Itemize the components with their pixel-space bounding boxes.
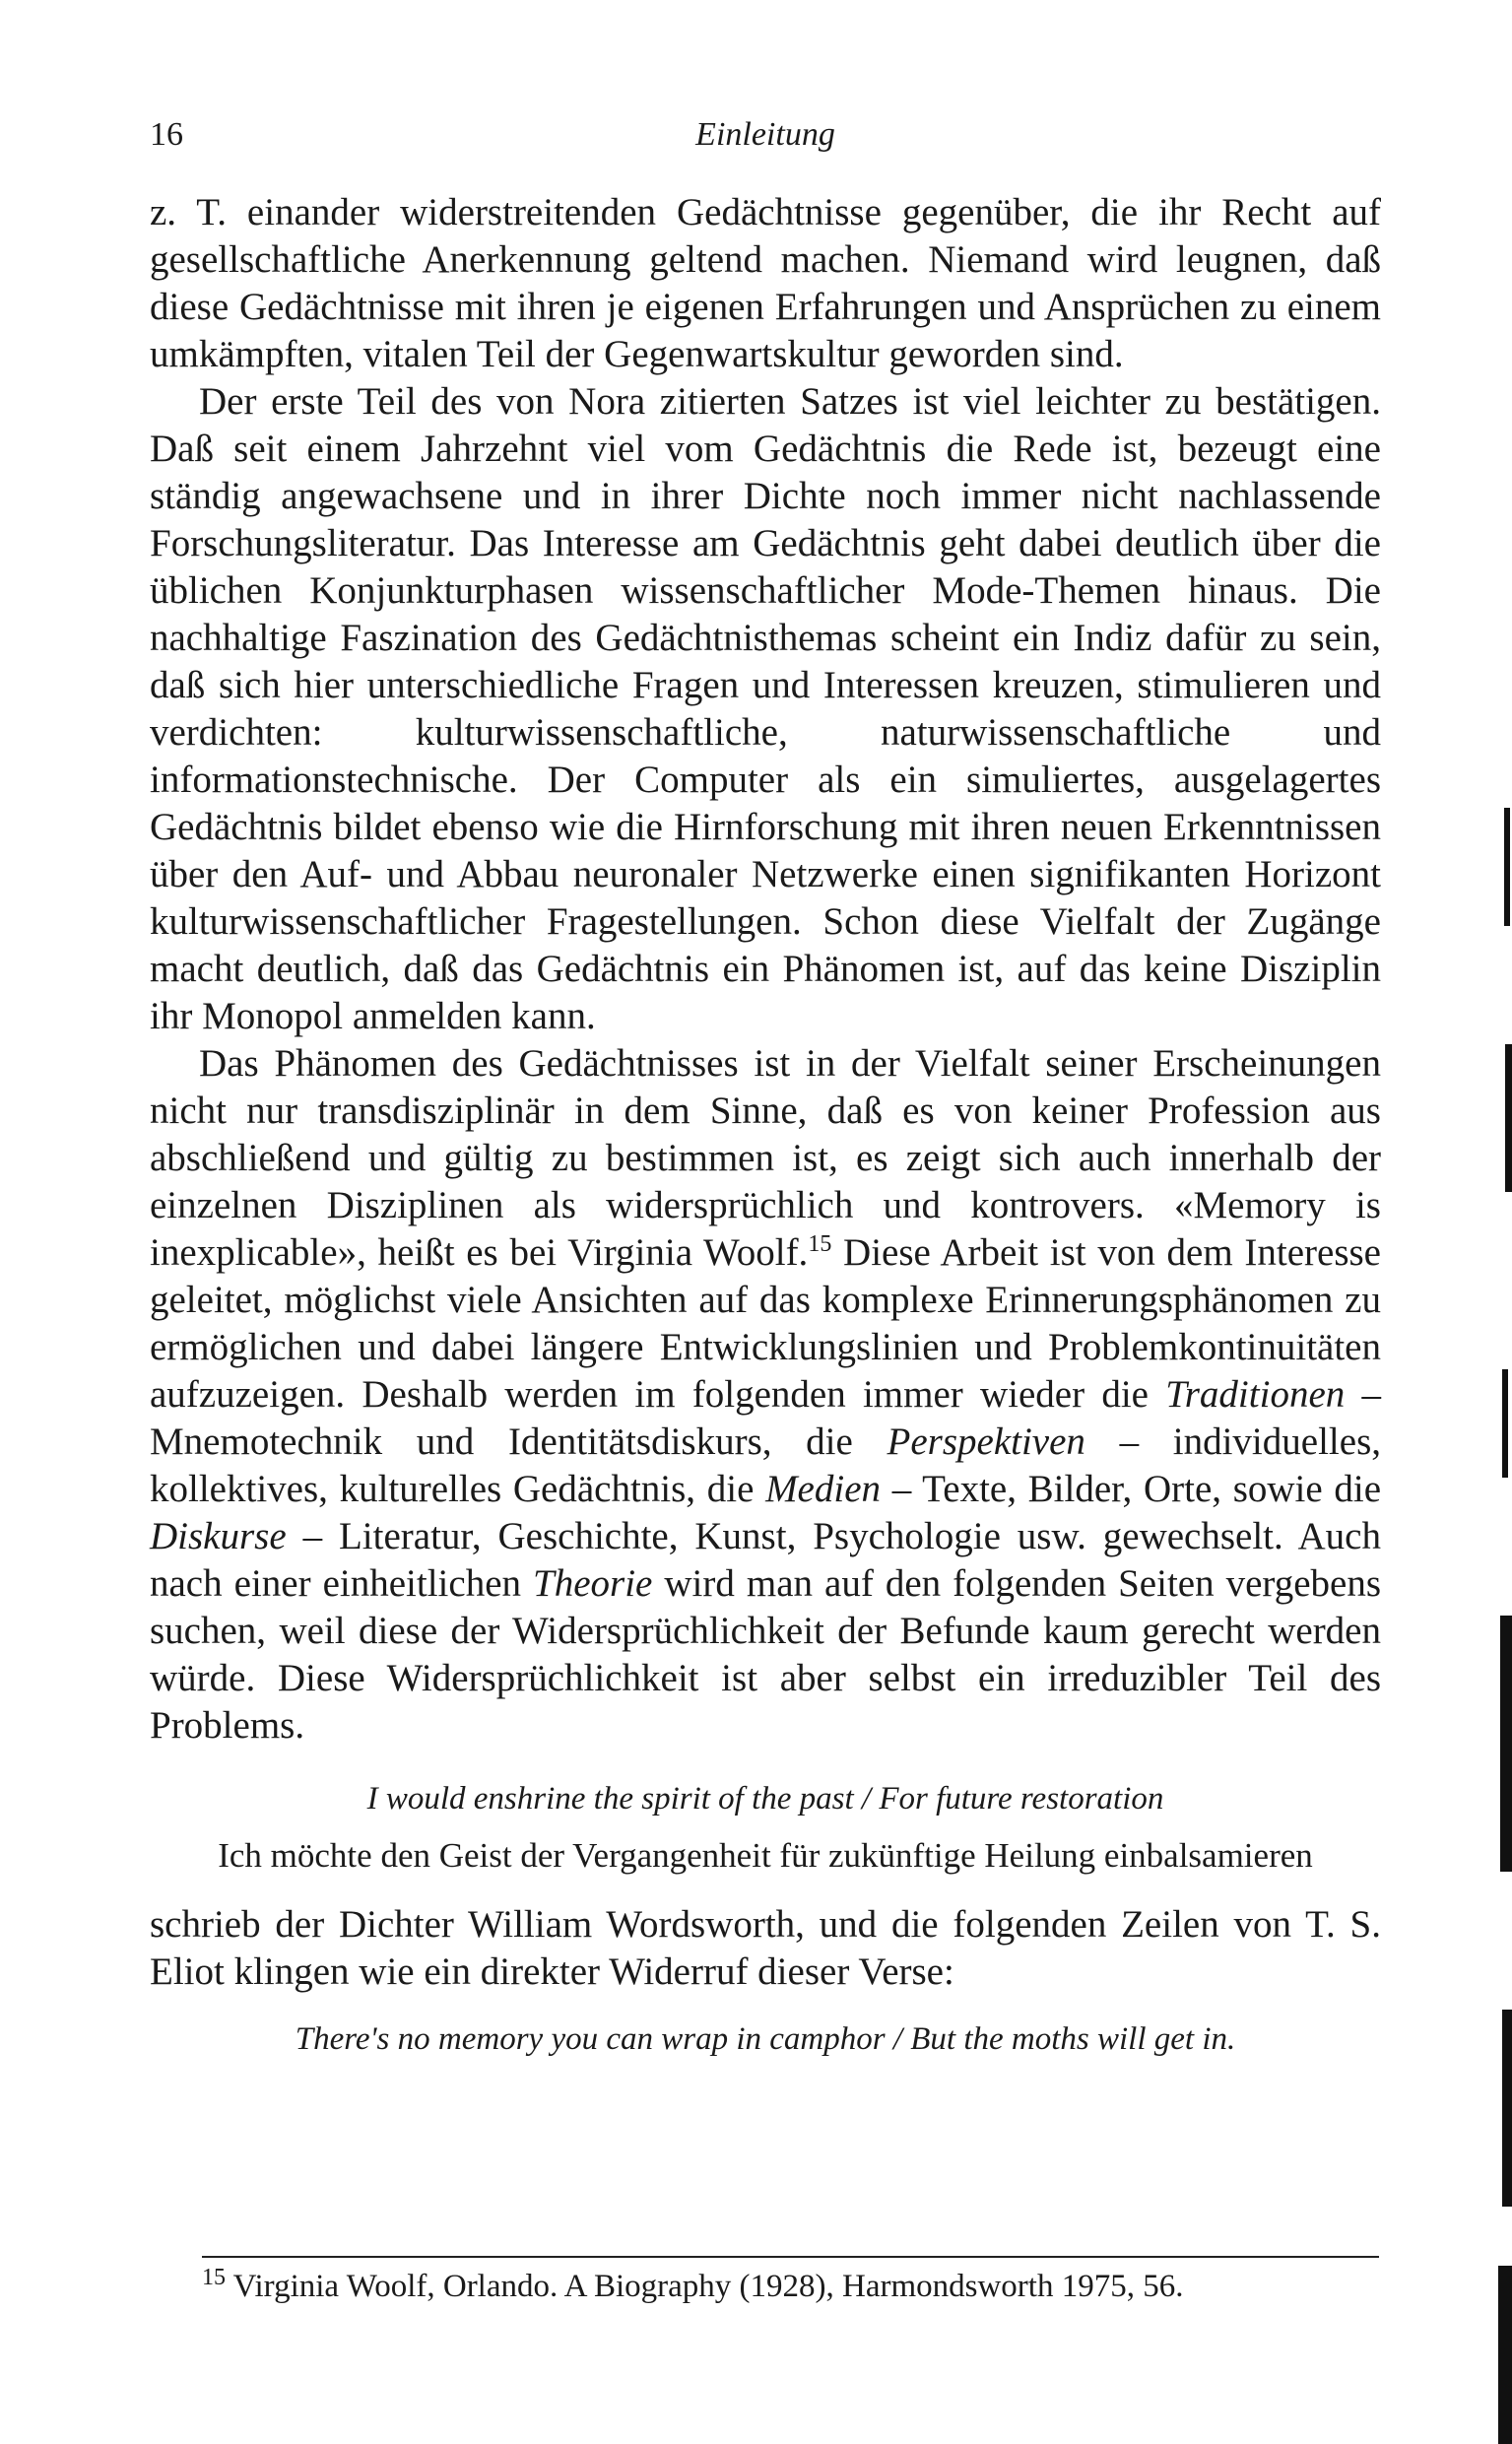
term-diskurse: Diskurse	[150, 1515, 287, 1557]
paragraph-3-part-g: wird man auf den folgenden Seiten vergebens suchen, weil diese der Widersprüchlichkeit der Befunde kaum gerecht werden würde. Diese Widersprüchlichkeit ist aber selbst ein irreduzibler Teil des Problems.	[150, 1562, 1382, 1747]
term-traditionen: Traditionen	[1165, 1373, 1346, 1416]
paragraph-3-part-a: Das Phänomen des Gedächtnisses ist in der Vielfalt seiner Erscheinungen nicht nur transdisziplinär in dem Sinne, daß es von keiner Profession aus abschließend und gültig zu bestimmen ist, es zeigt sich auch innerhalb der einzelnen Disziplinen als widersprüchlich und kontrovers. «Memory is inexplicable», heißt es bei Virginia Woolf.	[150, 1042, 1381, 1274]
paragraph-3-part-e: – Texte, Bilder, Orte, sowie die	[881, 1468, 1382, 1510]
footnote-number: 15	[202, 2265, 226, 2290]
paragraph-3-part-d: – individuelles, kollektives, kulturelles Gedächtnis, die	[150, 1420, 1381, 1510]
paragraph-3-part-c: – Mnemotechnik und Identitätsdiskurs, die	[150, 1373, 1381, 1463]
quote-wordsworth: I would enshrine the spirit of the past / For future restoration	[366, 1781, 1164, 1816]
quote-eliot: There's no memory you can wrap in camphor / But the moths will get in.	[295, 2021, 1236, 2057]
term-perspektiven: Perspektiven	[887, 1420, 1085, 1463]
paragraph-2: Der erste Teil des von Nora zitierten Satzes ist viel leichter zu bestätigen. Daß seit einem Jahrzehnt viel vom Gedächtnis die Rede ist, bezeugt eine ständig angewachsene und in ihrer Dichte noch immer nicht nachlassende Forschungsliteratur. Das Interesse am Gedächtnis geht dabei deutlich über die üblichen Konjunkturphasen wissenschaftlicher Mode-Themen hinaus. Die nachhaltige Faszination des Gedächtnisthemas scheint ein Indiz dafür zu sein, daß sich hier unterschiedliche Fragen und Interessen kreuzen, stimulieren und verdichten: kulturwissenschaftliche, naturwissenschaftliche und informationstechnische. Der Computer als ein simuliertes, ausgelagertes Gedächtnis bildet ebenso wie die Hirnforschung mit ihren neuen Erkenntnissen über den Auf- und Abbau neuronaler Netzwerke einen signifikanten Horizont kulturwissenschaftlicher Fragestellungen. Schon diese Vielfalt der Zugänge macht deutlich, daß das Gedächtnis ein Phänomen ist, auf das keine Disziplin ihr Monopol anmelden kann.	[150, 380, 1381, 1037]
paragraph-1: z. T. einander widerstreitenden Gedächtnisse gegenüber, die ihr Recht auf gesellschaftliche Anerkennung geltend machen. Niemand wird leugnen, daß diese Gedächtnisse mit ihren je eigenen Erfahrungen und Ansprüchen zu einem umkämpften, vitalen Teil der Gegenwartskultur geworden sind.	[150, 191, 1381, 375]
scan-edge-shadow	[1490, 0, 1512, 2444]
quote-wordsworth-translation: Ich möchte den Geist der Vergangenheit für zukünftige Heilung einbalsamieren	[218, 1836, 1313, 1875]
paragraph-3-part-b: Diese Arbeit ist von dem Interesse geleitet, möglichst viele Ansichten auf das komplexe Erinnerungsphänomen zu ermöglichen und dabei längere Entwicklungslinien und Problemkontinuitäten aufzuzeigen. Deshalb werden im folgenden immer wieder die	[150, 1231, 1381, 1416]
term-medien: Medien	[765, 1468, 882, 1510]
page-number: 16	[150, 116, 183, 153]
paragraph-3	[150, 1040, 1381, 1750]
footnote-ref: 15	[808, 1231, 832, 1257]
running-title: Einleitung	[695, 116, 835, 153]
paragraph-4: schrieb der Dichter William Wordsworth, und die folgenden Zeilen von T. S. Eliot klingen wie ein direkter Widerruf dieser Verse:	[150, 1903, 1381, 1993]
term-theorie: Theorie	[533, 1562, 653, 1605]
body-text	[150, 189, 1381, 2061]
footnote	[202, 2266, 1379, 2307]
footnote-text: Virginia Woolf, Orlando. A Biography (1928), Harmondsworth 1975, 56.	[226, 2269, 1184, 2304]
footnote-divider	[202, 2256, 1379, 2258]
paragraph-3-part-f: – Literatur, Geschichte, Kunst, Psychologie usw. gewechselt. Auch nach einer einheitlichen	[150, 1515, 1381, 1605]
page-header	[150, 116, 1381, 165]
